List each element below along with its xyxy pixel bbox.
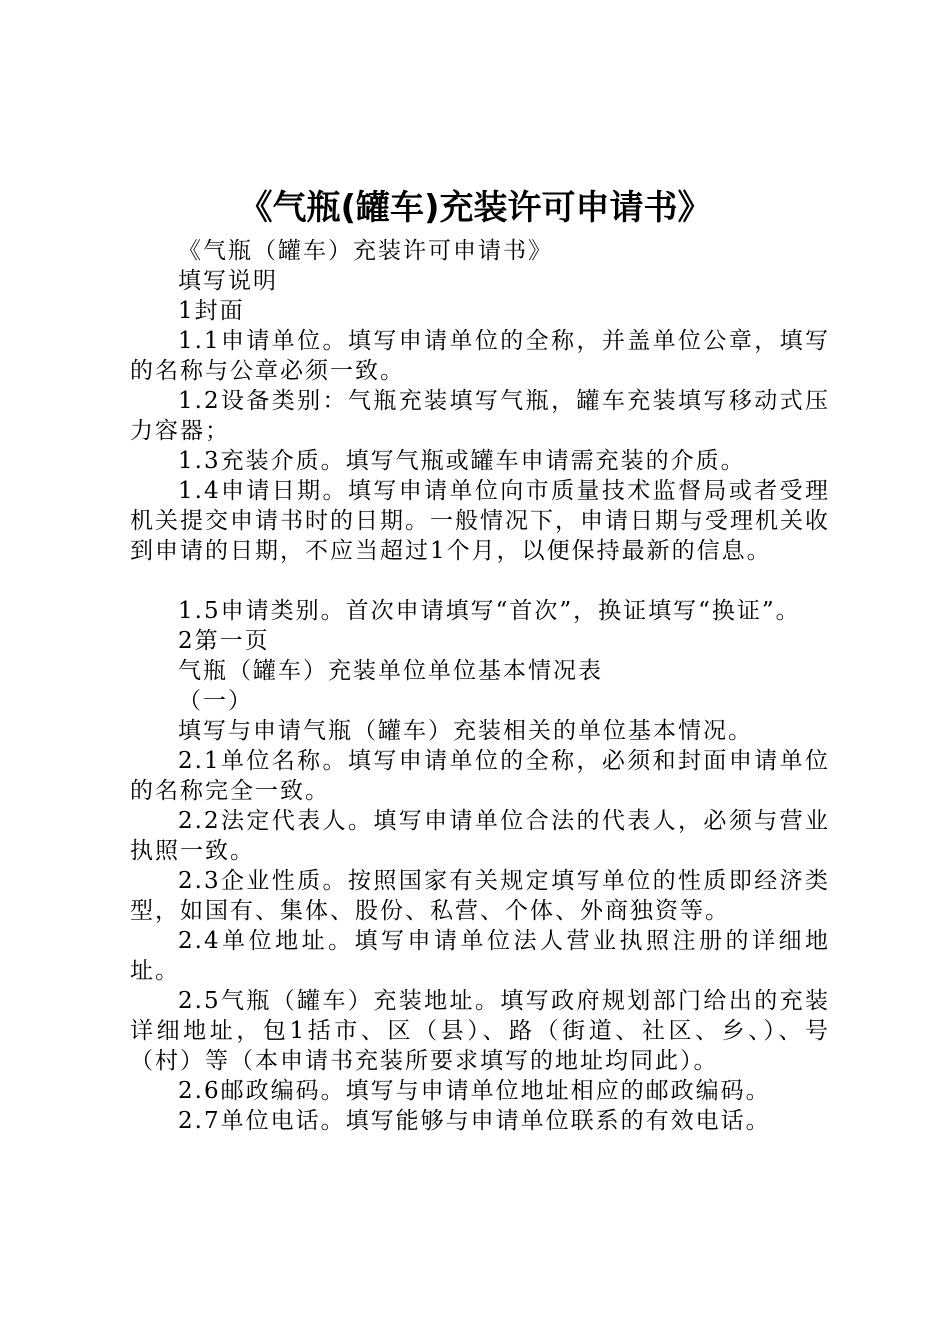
paragraph-part-1-desc: 填写与申请气瓶（罐车）充装相关的单位基本情况。	[178, 718, 753, 744]
paragraph-2-6: 2.6邮政编码。填写与申请单位地址相应的邮政编码。	[178, 1078, 771, 1104]
paragraph-part-1: （一）	[178, 688, 253, 714]
paragraph-section-1: 1封面	[178, 298, 245, 324]
document-body	[130, 236, 830, 1136]
paragraph-table-title: 气瓶（罐车）充装单位单位基本情况表	[178, 658, 603, 684]
paragraph-2-1: 2.1单位名称。填写申请单位的全称，必须和封面申请单位的名称完全一致。	[130, 748, 830, 804]
paragraph-heading: 《气瓶（罐车）充装许可申请书》	[178, 238, 553, 264]
paragraph-2-5: 2.5气瓶（罐车）充装地址。填写政府规划部门给出的充装详细地址，包1括市、区（县）、路（街道、社区、乡、）、号（村）等（本申请书充装所要求填写的地址均同此）。	[130, 988, 830, 1074]
paragraph-1-3: 1.3充装介质。填写气瓶或罐车申请需充装的介质。	[178, 448, 746, 474]
paragraph-2-4: 2.4单位地址。填写申请单位法人营业执照注册的详细地址。	[130, 928, 830, 984]
paragraph-2-2: 2.2法定代表人。填写申请单位合法的代表人，必须与营业执照一致。	[130, 808, 830, 864]
paragraph-instructions-title: 填写说明	[178, 268, 278, 294]
paragraph-section-2: 2第一页	[178, 628, 270, 654]
paragraph-2-3: 2.3企业性质。按照国家有关规定填写单位的性质即经济类型，如国有、集体、股份、私营、个体、外商独资等。	[130, 868, 830, 924]
document-title: 《气瓶(罐车)充装许可申请书》	[238, 188, 712, 228]
paragraph-2-7: 2.7单位电话。填写能够与申请单位联系的有效电话。	[178, 1108, 771, 1134]
paragraph-1-2: 1.2设备类别：气瓶充装填写气瓶，罐车充装填写移动式压力容器；	[130, 388, 830, 444]
paragraph-1-5: 1.5申请类别。首次申请填写“首次”，换证填写“换证”。	[178, 598, 801, 624]
paragraph-1-1: 1.1申请单位。填写申请单位的全称，并盖单位公章，填写的名称与公章必须一致。	[130, 328, 830, 384]
paragraph-1-4: 1.4申请日期。填写申请单位向市质量技术监督局或者受理机关提交申请书时的日期。一般情况下，申请日期与受理机关收到申请的日期，不应当超过1个月，以便保持最新的信息。	[130, 478, 830, 564]
